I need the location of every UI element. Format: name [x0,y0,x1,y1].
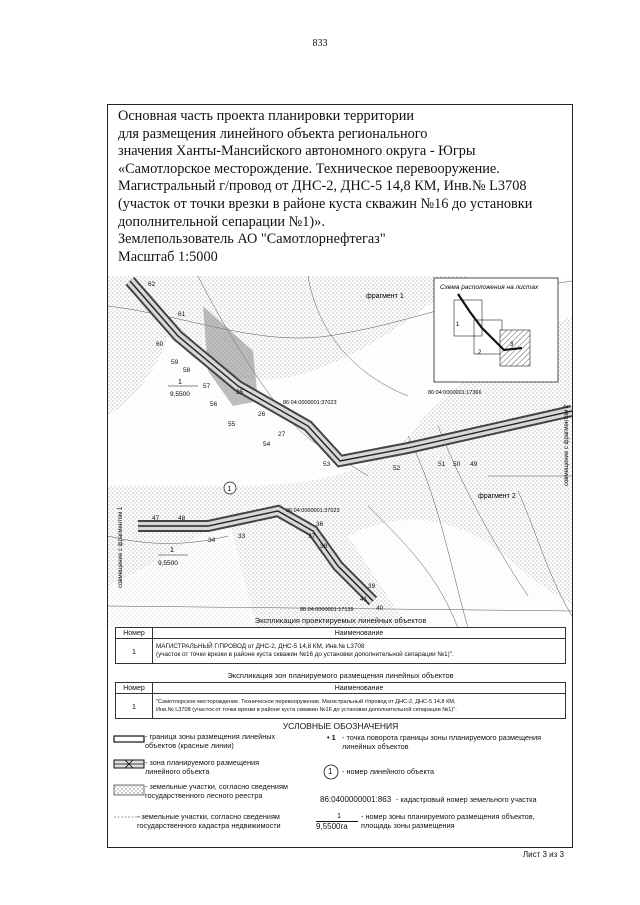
zone-symbol [113,758,145,770]
turn-point: 60 [156,341,164,348]
heading-line: значения Ханты-Мансийского автономного округа - Югры [118,143,476,160]
inset-label: 3 [510,342,514,348]
legend-item: - земельные участки, согласно сведениям государственного кадастра недвижимости [137,812,281,831]
turn-point: 57 [203,383,211,390]
object-number: 1 [227,486,232,493]
cadastral-number-symbol: 86:0400000001:863 [320,795,392,804]
legend-item: - граница зоны размещения линейных объектов (красные линии) [145,732,276,751]
turn-point: 49 [470,461,478,468]
cadastral-number: 86:04:0000001:37023 [286,508,340,514]
zone-number: 1 [170,547,174,554]
col-header-number: Номер [116,628,153,639]
turn-point: 50 [453,461,461,468]
cadastral-number: 86:04:0000001:17139 [300,607,354,613]
legend-item: - кадастровый номер земельного участка [396,795,537,804]
document-heading [118,108,568,266]
turn-point: 36 [316,521,324,528]
zone-area: 9,5500 [170,391,190,398]
legend-item: - земельные участки, согласно сведениям государственного лесного реестра [145,782,288,801]
legend-item: - зона планируемого размещения линейного объекта [145,758,260,777]
planning-map [108,276,572,628]
heading-line: Основная часть проекта планировки территории [118,108,415,124]
zones-table [115,682,566,719]
side-match-label: совмещение с фрагментом 1 [118,506,124,588]
heading-line: Землепользователь АО "Самотлорнефтегаз" [118,231,386,248]
heading-line: для размещения линейного объекта регионального [118,125,428,142]
turn-point: 34 [208,537,216,544]
turn-point: 58 [183,367,191,374]
turn-point: 55 [228,421,236,428]
legend-item: - номер линейного объекта [342,767,435,776]
turn-point: 27 [278,431,286,438]
turn-point: 47 [152,515,160,522]
turn-point: 25 [236,389,244,396]
zone-area: 9,5500 [158,560,178,567]
legend-title: УСЛОВНЫЕ ОБОЗНАЧЕНИЯ [282,721,399,731]
cadastral-number: 86:04:0000001:17366 [428,390,482,396]
side-match-label: совмещение с фрагментом 2 [564,404,570,486]
row-number: 1 [116,694,153,719]
turn-point: 48 [178,515,186,522]
linear-objects-table [115,627,566,664]
inset-label: 2 [478,350,482,356]
turn-point: 61 [178,311,186,318]
turn-point: 56 [210,401,218,408]
heading-line: дополнительной сепарации №1)». [118,213,325,230]
fragment-1-label: фрагмент 1 [366,293,404,300]
row-number: 1 [116,639,153,664]
location-inset [434,278,558,382]
turn-point: 38 [320,543,328,550]
row-name-line: "Самотлорское месторождение. Техническое перевооружение. Магистральный г/провод от ДНС-2, ДНС-5 14,8 КМ, [156,699,456,705]
sheet-counter: Лист 3 из 3 [522,850,564,859]
turn-point: 37 [308,533,316,540]
forest-symbol [113,784,145,796]
row-name [153,639,566,664]
turn-point: 54 [263,441,271,448]
turn-point-symbol: • 1 [327,733,336,742]
table2-caption: Экспликация зон планируемого размещения линейных объектов [227,671,454,680]
row-name-line: (участок от точки врезки в районе куста скважин №16 до установки дополнительной сепарации №1)". [156,651,454,658]
turn-point: 41 [360,596,368,603]
fragment-2-label: фрагмент 2 [478,493,516,500]
row-name [153,694,566,719]
legend-item: - номер зоны планируемого размещения объектов, площадь зоны размещения [361,812,535,831]
heading-line: Масштаб 1:5000 [118,248,218,265]
heading-line: Магистральный г/провод от ДНС-2, ДНС-5 14,8 КМ, Инв.№ L3708 [118,178,527,195]
inset-label: 1 [456,322,460,328]
object-number-symbol-text: 1 [328,767,333,776]
turn-point: 51 [438,461,446,468]
table1-caption: Экспликация проектируемых линейных объектов [254,616,427,625]
turn-point: 62 [148,281,156,288]
heading-line: (участок от точки врезки в районе куста скважин №16 до установки [118,195,533,212]
zone-area-symbol: 9,5500га [316,822,348,831]
inset-title: Схема расположения на листах [440,284,539,291]
page-number: 833 [312,38,328,49]
zone-number-symbol: 1 [337,811,342,820]
turn-point: 40 [376,605,384,612]
legend-item: - точка поворота границы зоны планируемого размещения линейных объектов [342,733,542,752]
row-name-line: Инв.№ L3708 (участок от точки врезки в районе куста скважин №16 до установки дополнительной сепарации №1)". [156,707,457,713]
turn-point: 59 [171,359,179,366]
col-header-name: Наименование [153,628,566,639]
turn-point: 33 [238,533,246,540]
col-header-name: Наименование [153,683,566,694]
turn-point: 52 [393,465,401,472]
zone-number: 1 [178,379,182,386]
turn-point: 53 [323,461,331,468]
col-header-number: Номер [116,683,153,694]
cadastral-number: 86:04:0000001:37023 [283,400,337,406]
heading-line: «Самотлорское месторождение. Техническое перевооружение. [118,160,500,177]
red-line-symbol [113,734,145,744]
turn-point: 26 [258,411,266,418]
turn-point: 39 [368,583,376,590]
row-name-line: МАГИСТРАЛЬНЫЙ Г/ПРОВОД от ДНС-2, ДНС-5 14,8 КМ, Инв.№ L3708 [156,643,365,650]
